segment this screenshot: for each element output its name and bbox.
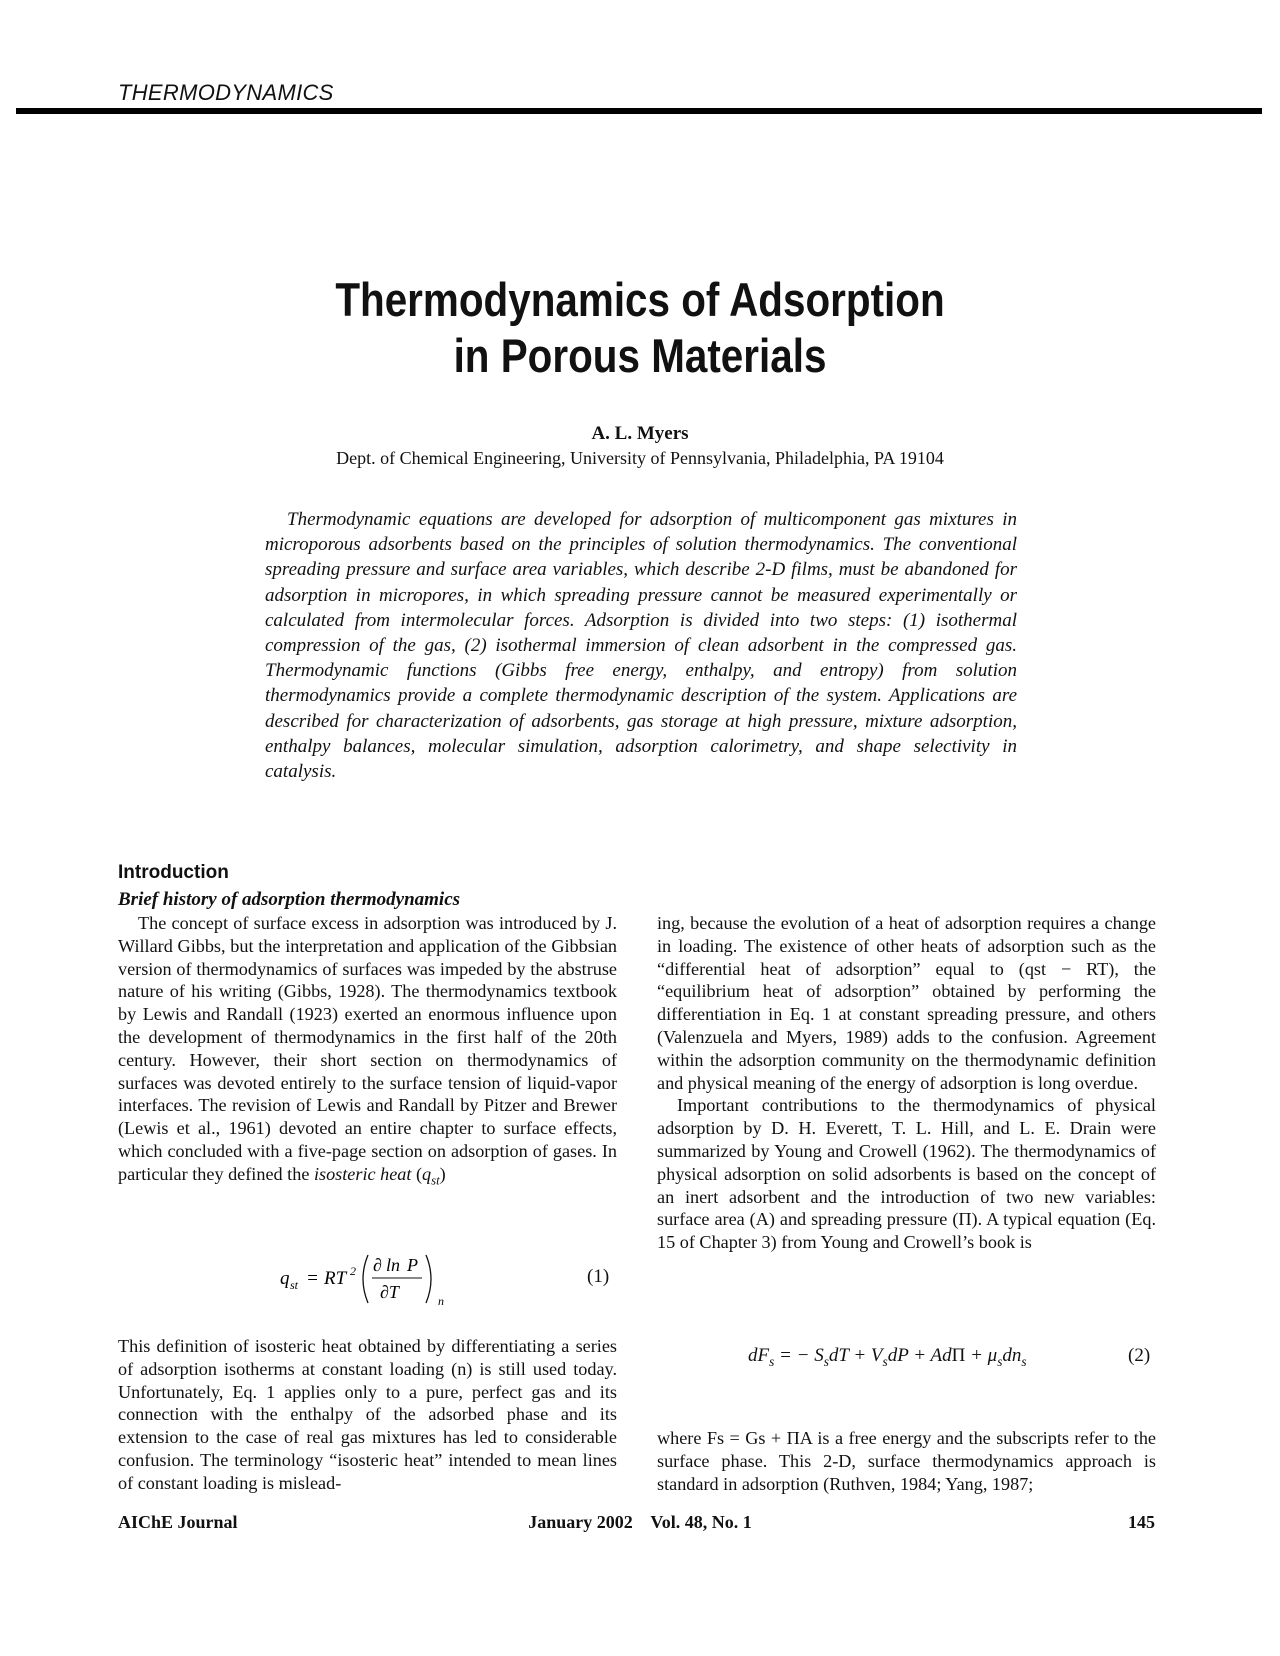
equation-2: $dF_s$ = − $S_sdT + V_sdP + Ad\Pi + \mu_sdn_s$: [748, 1345, 1027, 1369]
svg-text:st: st: [290, 1278, 299, 1292]
right-column-text-continued: [657, 1427, 1156, 1495]
footer-journal: AIChE Journal: [118, 1512, 238, 1532]
paragraph: ing, because the evolution of a heat of adsorption requires a change in loading. The existence of other heats of adsorption such as the “differential heat of adsorption” equal to (qst − RT), the “equilibrium heat of adsorption” obtained by performing the differentiation in Eq. 1 at constant spreading pressure, and others (Valenzuela and Myers, 1989) adds to the confusion. Agreement within the adsorption community on the thermodynamic definition and physical meaning of the energy of adsorption is long overdue.: [657, 913, 1156, 1093]
svg-text:=: =: [306, 1268, 319, 1289]
subsection-heading: Brief history of adsorption thermodynamics: [118, 889, 461, 910]
svg-text:∂: ∂: [373, 1255, 382, 1275]
svg-text:ln: ln: [386, 1255, 401, 1275]
equation-1-number: (1): [587, 1266, 610, 1287]
title-line-2: in Porous Materials: [453, 329, 827, 382]
header-rule: [16, 108, 1262, 114]
svg-text:RT: RT: [324, 1268, 347, 1289]
paragraph: Important contributions to the thermodynamics of physical adsorption by D. H. Everett, T. L. Hill, and L. E. Drain were summarized by Young and Crowell (1962). The thermodynamics of physical adsorption on solid adsorbents is based on the concept of an inert adsorbent and the introduction of two new variables: surface area (A) and spreading pressure (Π). A typical equation (Eq. 15 of Chapter 3) from Young and Crowell’s book is: [657, 1095, 1156, 1253]
paragraph: The concept of surface excess in adsorption was introduced by J. Willard Gibbs, but the interpretation and application of the Gibbsian version of thermodynamics of surfaces was impeded by the abstruse nature of his writing (Gibbs, 1928). The thermodynamics textbook by Lewis and Randall (1923) exerted an enormous influence upon the development of thermodynamics in the first half of the 20th century. However, their short section on thermodynamics of surfaces was devoted entirely to the surface tension of liquid-vapor interfaces. The revision of Lewis and Randall by Pitzer and Brewer (Lewis et al., 1961) devoted an entire chapter to surface effects, which concluded with a five-page section on adsorption of gases. In particular they defined the isosteric heat $(q_{st})$: [118, 913, 617, 1188]
author-affiliation: Dept. of Chemical Engineering, University of Pennsylvania, Philadelphia, PA 19104: [336, 448, 944, 468]
footer-page-number: 145: [1128, 1512, 1155, 1532]
equation-1-math: [280, 1247, 490, 1311]
svg-text:n: n: [438, 1294, 444, 1308]
title-line-1: Thermodynamics of Adsorption: [335, 273, 945, 326]
svg-text:P: P: [407, 1255, 418, 1275]
equation-1: [280, 1247, 490, 1311]
right-column-text: [657, 912, 1156, 1254]
term-isosteric-heat: isosteric heat: [313, 1163, 412, 1184]
running-head: THERMODYNAMICS: [118, 80, 334, 105]
footer-issue: January 2002 Vol. 48, No. 1: [528, 1512, 752, 1532]
svg-text:q: q: [280, 1268, 290, 1289]
svg-text:∂T: ∂T: [380, 1282, 399, 1302]
paragraph: where Fs = Gs + ΠA is a free energy and the subscripts refer to the surface phase. This 2-D, surface thermodynamics approach is standard in adsorption (Ruthven, 1984; Yang, 1987;: [657, 1428, 1156, 1494]
abstract: Thermodynamic equations are developed for adsorption of multicomponent gas mixtures in microporous adsorbents based on the principles of solution thermodynamics. The conventional spreading pressure and surface area variables, which describe 2-D films, must be abandoned for adsorption in micropores, in which spreading pressure cannot be measured experimentally or calculated from intermolecular forces. Adsorption is divided into two steps: (1) isothermal compression of the gas, (2) isothermal immersion of clean adsorbent in the compressed gas. Thermodynamic functions (Gibbs free energy, enthalpy, and entropy) from solution thermodynamics provide a complete thermodynamic description of the system. Applications are described for characterization of adsorbents, gas storage at high pressure, mixture adsorption, enthalpy balances, molecular simulation, adsorption calorimetry, and shape selectivity in catalysis.: [265, 509, 1017, 783]
article-title: [90, 272, 1191, 384]
left-column-text-continued: [118, 1335, 617, 1495]
paragraph: This definition of isosteric heat obtained by differentiating a series of adsorption isotherms at constant loading (n) is still used today. Unfortunately, Eq. 1 applies only to a pure, perfect gas and its connection with the enthalpy of the adsorbed phase and its extension to the case of real gas mixtures has led to considerable confusion. The terminology “isosteric heat” intended to mean lines of constant loading is mislead-: [118, 1336, 617, 1493]
paragraph-text: The concept of surface excess in adsorption was introduced by J. Willard Gibbs, but the interpretation and application of the Gibbsian version of thermodynamics of surfaces was impeded by the abstruse nature of his writing (Gibbs, 1928). The thermodynamics textbook by Lewis and Randall (1923) exerted an enormous influence upon the development of thermodynamics in the first half of the 20th century. However, their short section on thermodynamics of surfaces was devoted entirely to the surface tension of liquid-vapor interfaces. The revision of Lewis and Randall by Pitzer and Brewer (Lewis et al., 1961) devoted an entire chapter to surface effects, which concluded with a five-page section on adsorption of gases. In particular they defined the: [118, 913, 617, 1184]
svg-text:2: 2: [350, 1264, 356, 1278]
left-column-text: [118, 912, 617, 1192]
author-name: A. L. Myers: [591, 423, 689, 444]
equation-2-number: (2): [1128, 1345, 1151, 1366]
section-heading: Introduction: [118, 862, 229, 883]
